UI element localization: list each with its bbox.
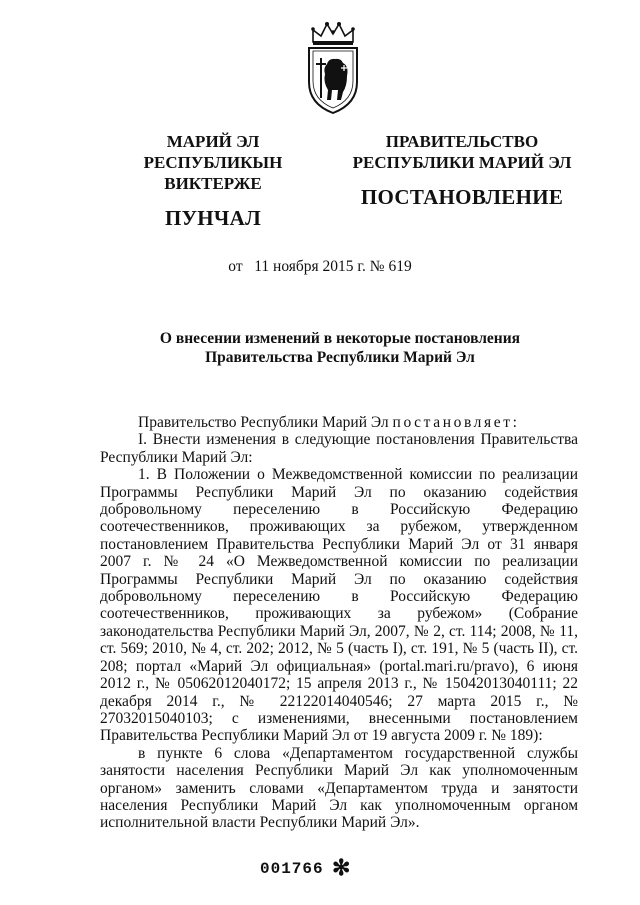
paragraph-2: 1. В Положении о Межведомственной комиссии по реализации Программы Республики Марий Эл по оказанию содействия добровольному переселению в Российскую Федерацию соотечественников, проживающих за рубежом, утвержденном постановлением Правительства Республики Марий Эл от 31 января 2007 г. № 24 «О Межведомственной комиссии по реализации Программы Республики Марий Эл по оказанию содействия добровольному переселению в Российскую Федерацию соотечественников, проживающих за рубежом» (Собрание законодательства Республики Марий Эл, 2007, № 2, ст. 114; 2008, № 11, ст. 569; 2010, № 4, ст. 202; 2012, № 5 (часть I), ст. 191, № 5 (часть II), ст. 208; портал «Марий Эл официальная» (portal.mari.ru/pravo), 6 июня 2012 г., № 05062012040172; 15 апреля 2013 г., № 15042013040111; 22 декабря 2014 г., № 22122014040546; 27 марта 2015 г., № 27032015040103; с изменениями, внесенными постановлением Правительства Республики Марий Эл от 19 августа 2009 г. № 189): xyxy=(100,466,578,745)
header-right-line1: ПРАВИТЕЛЬСТВО xyxy=(385,132,539,151)
mari-el-coat-of-arms-icon xyxy=(297,20,369,116)
header-left-line2: ВИКТЕРЖЕ xyxy=(164,174,262,193)
document-body xyxy=(100,414,578,832)
header-left xyxy=(96,131,330,229)
asterisk-mark: ✻ xyxy=(332,855,351,880)
header-left-line1: МАРИЙ ЭЛ РЕСПУБЛИКЫН xyxy=(143,132,283,172)
date-value: 11 ноября 2015 г. № 619 xyxy=(254,258,412,275)
date-prefix: от xyxy=(228,258,243,275)
intro-resolves: постановляет: xyxy=(392,414,520,431)
intro-paragraph xyxy=(100,414,578,431)
header-right xyxy=(350,131,574,208)
document-title xyxy=(100,329,580,367)
serial-number: 001766 xyxy=(260,860,324,878)
date-line xyxy=(0,258,640,276)
header-left-doc-type: ПУНЧАЛ xyxy=(164,206,262,230)
header-right-doc-type: ПОСТАНОВЛЕНИЕ xyxy=(360,185,564,209)
title-line2: Правительства Республики Марий Эл xyxy=(205,349,475,366)
paragraph-1: I. Внести изменения в следующие постановления Правительства Республики Марий Эл: xyxy=(100,431,578,466)
header-right-line2: РЕСПУБЛИКИ МАРИЙ ЭЛ xyxy=(352,153,572,172)
intro-start: Правительство Республики Марий Эл xyxy=(138,414,389,431)
title-line1: О внесении изменений в некоторые постановления xyxy=(159,330,521,347)
paragraph-3: в пункте 6 слова «Департаментом государственной службы занятости населения Республики Марий Эл как уполномоченным органом» заменить словами «Департаментом труда и занятости населения Республики Марий Эл как уполномоченным органом исполнительной власти Республики Марий Эл». xyxy=(100,744,578,832)
